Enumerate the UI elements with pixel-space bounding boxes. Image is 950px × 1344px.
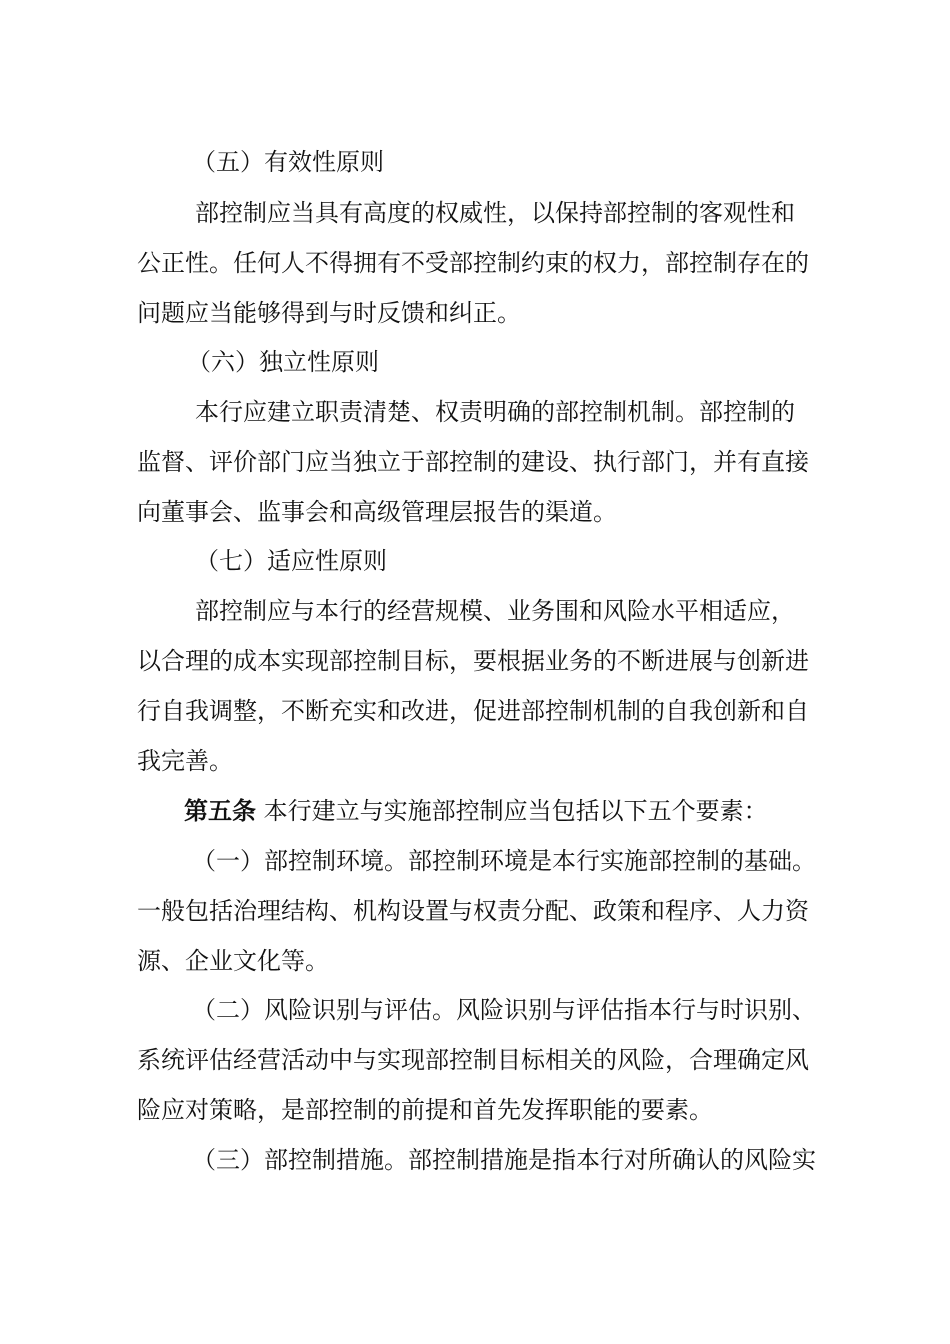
paragraph-line: 问题应当能够得到与时反馈和纠正。 [137,299,521,327]
paragraph-line: 我完善。 [137,747,233,775]
element-line: （一）部控制环境。部控制环境是本行实施部控制的基础。 [192,847,816,875]
article-five [184,796,768,826]
paragraph-line: 部控制应与本行的经营规模、业务围和风险水平相适应， [195,597,795,625]
heading-independence-principle: （六）独立性原则 [187,348,379,376]
paragraph-line: 部控制应当具有高度的权威性，以保持部控制的客观性和 [195,199,795,227]
element-line: （二）风险识别与评估。风险识别与评估指本行与时识别、 [192,996,816,1024]
paragraph-line: 公正性。任何人不得拥有不受部控制约束的权力，部控制存在的 [137,249,809,277]
paragraph-line: 行自我调整，不断充实和改进，促进部控制机制的自我创新和自 [137,697,809,725]
element-line: 一般包括治理结构、机构设置与权责分配、政策和程序、人力资 [137,897,809,925]
paragraph-line: 监督、评价部门应当独立于部控制的建设、执行部门，并有直接 [137,448,809,476]
heading-effectiveness-principle: （五）有效性原则 [192,148,384,176]
paragraph-line: 以合理的成本实现部控制目标，要根据业务的不断进展与创新进 [137,647,809,675]
article-label: 第五条 [184,797,256,825]
element-line: 源、企业文化等。 [137,947,329,975]
element-line: 系统评估经营活动中与实现部控制目标相关的风险，合理确定风 [137,1046,809,1074]
heading-adaptability-principle: （七）适应性原则 [195,547,387,575]
paragraph-line: 本行应建立职责清楚、权责明确的部控制机制。部控制的 [195,398,795,426]
paragraph-line: 向董事会、监事会和高级管理层报告的渠道。 [137,498,617,526]
article-text: 本行建立与实施部控制应当包括以下五个要素： [263,797,768,825]
element-line: （三）部控制措施。部控制措施是指本行对所确认的风险实 [192,1146,816,1174]
element-line: 险应对策略，是部控制的前提和首先发挥职能的要素。 [137,1096,713,1124]
